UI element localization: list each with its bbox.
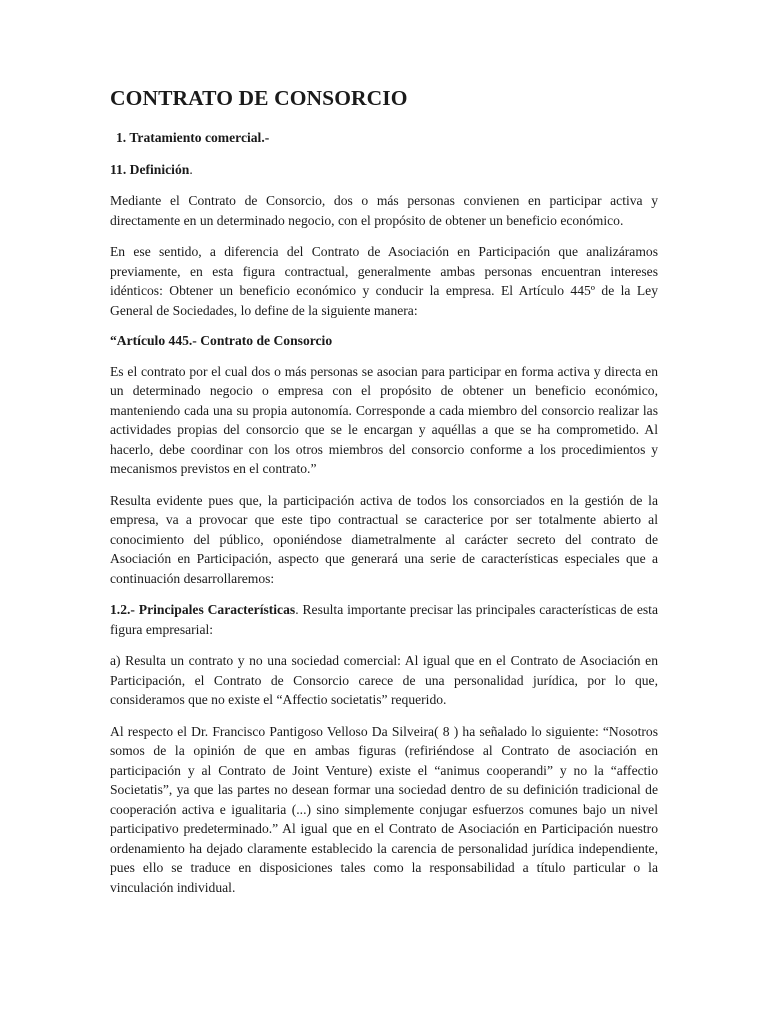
paragraph-pantigoso-quote: Al respecto el Dr. Francisco Pantigoso Velloso Da Silveira( 8 ) ha señalado lo siguiente: “Nosotros somos de la opinión de que en ambas figuras (refiriéndose al Contrato de asociación en participación y al Contrato de Joint Venture) existe el “animus cooperandi” y no la “affectio Societatis”, ya que las partes no desean formar una sociedad dentro de su definición tradicional de cooperación activa e igualitaria (...) sino simplemente conjugar esfuerzos comunes bajo un nivel participativo predeterminado.” Al igual que en el Contrato de Asociación en Participación nuestro ordenamiento ha dejado claramente establecido la carencia de personalidad jurídica independiente, pues ello se traduce en disposiciones tales como la responsabilidad a título particular o la vinculación individual.	[110, 723, 658, 895]
paragraph-article-445: Es el contrato por el cual dos o más personas se asocian para participar en forma activa y directa en un determinado negocio o empresa con el propósito de obtener un beneficio económico, manteniendo cada una su propia autonomía. Corresponde a cada miembro del consorcio realizar las actividades propias del consorcio que se le encargan y aquéllas a que se ha comprometido. Al hacerlo, debe coordinar con los otros miembros del consorcio conforme a los procedimientos y mecanismos previstos en el contrato.”	[110, 363, 658, 476]
subsection-heading-definition	[110, 160, 658, 180]
article-445-heading: “Artículo 445.- Contrato de Consorcio	[110, 333, 333, 348]
document-page	[110, 84, 658, 897]
document-title: CONTRATO DE CONSORCIO	[110, 86, 408, 110]
characteristics-intro: . Resulta importante precisar las principales características de esta figura empresarial:	[110, 602, 658, 637]
paragraph-comparison: En ese sentido, a diferencia del Contrato de Asociación en Participación que analizáramos previamente, en esta figura contractual, generalmente ambas personas encuentran intereses idénticos: Obtener un beneficio económico y conducir la empresa. El Artículo 445º de la Ley General de Sociedades, lo define de la siguiente manera:	[110, 244, 658, 318]
section-heading-treatment: 1. Tratamiento comercial.-	[116, 130, 270, 145]
definition-label: 11. Definición	[110, 161, 190, 177]
paragraph-characteristics	[110, 600, 658, 639]
paragraph-definition: Mediante el Contrato de Consorcio, dos o más personas convienen en participar activa y directamente en un determinado negocio, con el propósito de obtener un beneficio económico.	[110, 193, 658, 228]
definition-label-tail: .	[189, 161, 193, 177]
paragraph-active-participation: Resulta evidente pues que, la participación activa de todos los consorciados en la gestión de la empresa, va a provocar que este tipo contractual se caracterice por ser totalmente abierto al conocimiento del público, oponiéndose diametralmente al carácter secreto del contrato de Asociación en Participación, aspecto que generará una serie de características especiales que a continuación desarrollaremos:	[110, 492, 658, 586]
paragraph-point-a: a) Resulta un contrato y no una sociedad comercial: Al igual que en el Contrato de Asociación en Participación, el Contrato de Consorcio carece de una personalidad jurídica, por lo que, consideramos que no existe el “Affectio societatis” requerido.	[110, 653, 658, 707]
characteristics-heading: 1.2.- Principales Características	[110, 602, 296, 617]
